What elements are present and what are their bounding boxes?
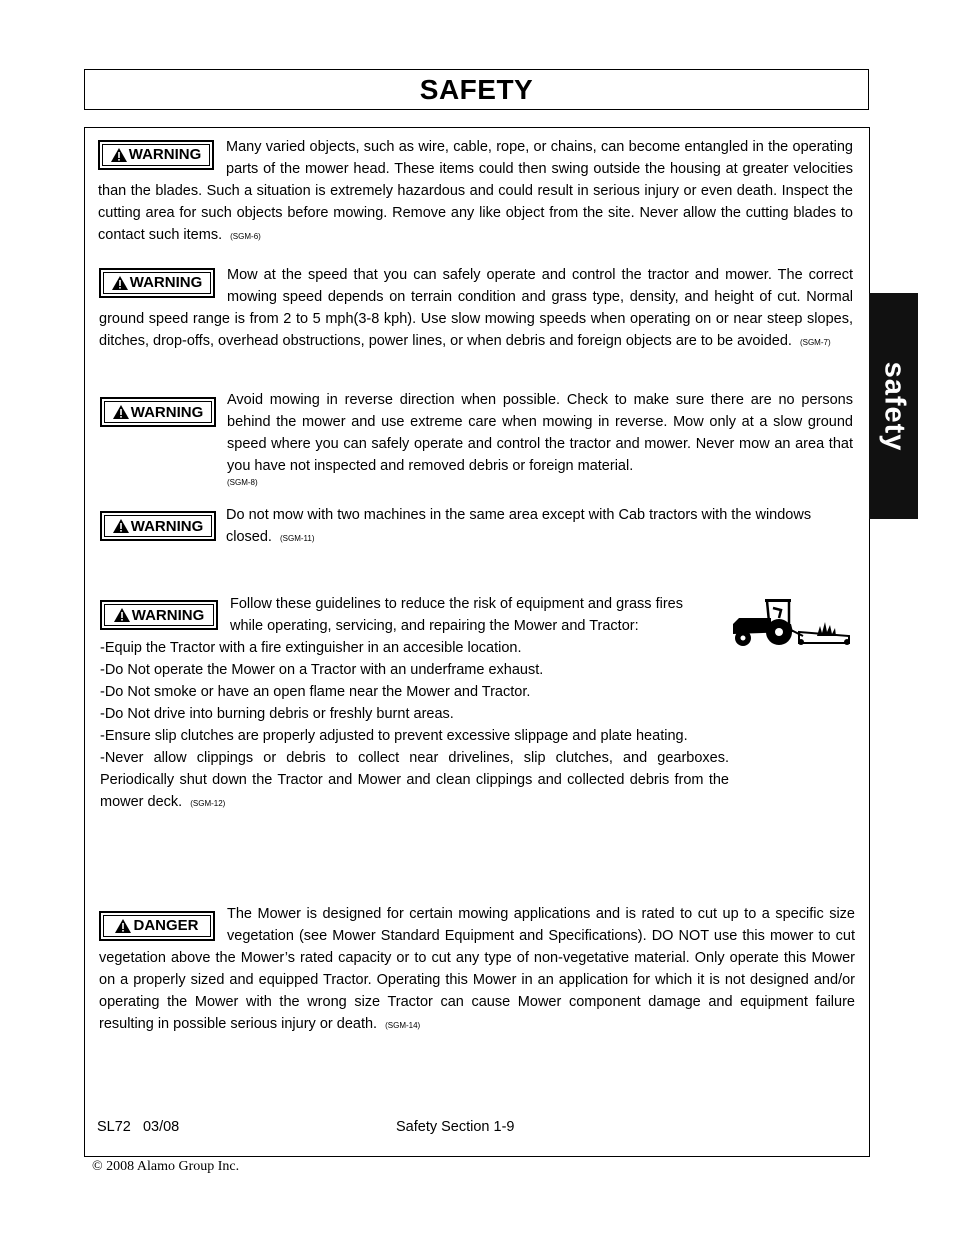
warning-label: WARNING <box>100 600 218 630</box>
page-title-box <box>84 69 869 110</box>
fire-guideline-item: -Equip the Tractor with a fire extinguisher in an accesible location. <box>100 640 522 656</box>
sgm-code: (SGM-8) <box>227 478 258 487</box>
warning-text: Many varied objects, such as wire, cable, rope, or chains, can become entangled in the operating parts of the mower head. These items could then swing outside the housing at greater velocities than the blades. Such a situation is extremely hazardous and could result in serious injury or even death. Inspect the cutting area for such objects before mowing. Remove any like object from the site. Never allow the cutting blades to contact such items. <box>98 139 853 243</box>
fire-guideline-item: -Do Not operate the Mower on a Tractor with an underframe exhaust. <box>100 662 544 678</box>
fire-guideline-item: -Ensure slip clutches are properly adjusted to prevent excessive slippage and plate heating. <box>100 728 688 744</box>
sgm-code: (SGM-11) <box>279 534 315 543</box>
page-title: SAFETY <box>419 73 534 105</box>
alert-triangle-icon <box>111 148 127 162</box>
side-tab-label: safety <box>878 361 911 451</box>
alert-triangle-icon <box>115 919 131 933</box>
danger-section <box>99 903 855 1053</box>
fire-intro-line-1: Follow these guidelines to reduce the risk of equipment and grass fires <box>230 596 683 612</box>
fire-intro-line-2: while operating, servicing, and repairing the Mower and Tractor: <box>230 618 639 634</box>
sgm-code: (SGM-14) <box>385 1021 421 1030</box>
alert-triangle-icon <box>113 519 129 533</box>
warning-text: Mow at the speed that you can safely operate and control the tractor and mower. The correct mowing speed depends on terrain condition and grass type, density, and height of cut. Normal ground speed range is from 2 to 5 mph(3-8 kph). Use slow mowing speeds when operating on or near steep slopes, ditches, drop-offs, overhead obstructions, power lines, or when debris and foreign objects are to be avoided. <box>99 267 853 349</box>
alert-triangle-icon <box>114 608 130 622</box>
fire-guideline-item: -Never allow clippings or debris to collect near drivelines, slip clutches, and gearboxes. Periodically shut down the Tractor and Mower and clean clippings and collected debris from the mower deck. <box>100 750 729 810</box>
warning-text: Do not mow with two machines in the same area except with Cab tractors with the windows closed. <box>226 507 812 545</box>
warning-label: WARNING <box>100 511 216 541</box>
tractor-fire-icon <box>729 596 853 648</box>
sgm-code: (SGM-7) <box>799 338 831 347</box>
alert-triangle-icon <box>113 405 129 419</box>
warning-section-1 <box>98 136 853 248</box>
sgm-code: (SGM-12) <box>190 799 226 808</box>
warning-label: WARNING <box>99 268 215 298</box>
fire-guideline-item: -Do Not smoke or have an open flame near the Mower and Tractor. <box>100 684 531 700</box>
sgm-code: (SGM-6) <box>230 232 261 241</box>
footer-section: Safety Section 1-9 <box>396 1119 515 1135</box>
side-tab <box>869 293 918 519</box>
warning-label: WARNING <box>98 140 214 170</box>
warning-label: WARNING <box>100 397 216 427</box>
danger-text: The Mower is designed for certain mowing applications and is rated to cut up to a specific size vegetation (see Mower Standard Equipment and Specifications). DO NOT use this mower to cut vegetation above the Mower’s rated capacity or to cut any type of non-vegetative material. Only operate this Mower on a properly sized and equipped Tractor. Operating this Mower in an application for which it is not designed and/or operating the Mower with the wrong size Tractor can cause Mower component damage and equipment failure resulting in possible serious injury or death. <box>99 906 855 1032</box>
alert-triangle-icon <box>112 276 128 290</box>
warning-text: Avoid mowing in reverse direction when possible. Check to make sure there are no persons behind the mower and use extreme care when mowing in reverse. Mow only at a slow ground speed where you can safely operate and control the tractor and mower. Never mow an area that you have not inspected and removed debris or foreign material. <box>227 392 853 474</box>
danger-label: DANGER <box>99 911 215 941</box>
fire-guideline-item: -Do Not drive into burning debris or freshly burnt areas. <box>100 706 454 722</box>
warning-section-2 <box>99 264 853 354</box>
copyright: © 2008 Alamo Group Inc. <box>92 1159 240 1174</box>
footer-model: SL72 03/08 <box>97 1119 180 1135</box>
